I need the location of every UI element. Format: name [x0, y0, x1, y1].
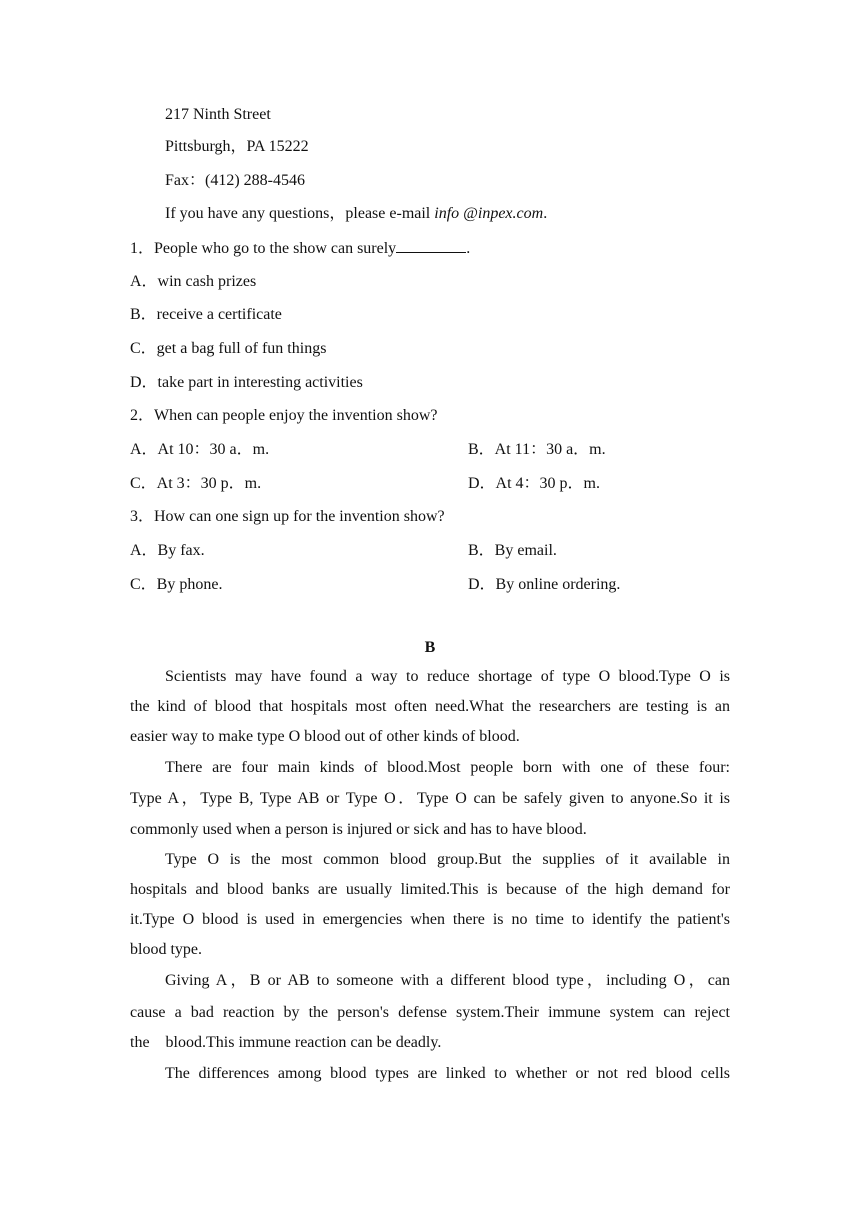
email-address: info @inpex.com	[434, 205, 544, 222]
passage-line: Type A，Type B, Type AB or Type O．Type O can be safely given to anyone.So it is	[130, 790, 731, 807]
passage-line: commonly used when a person is injured or sick and has to have blood.	[130, 821, 587, 838]
question-3-option-a: A．By fax.	[130, 542, 205, 559]
question-3-stem: 3．How can one sign up for the invention show?	[130, 508, 445, 525]
question-2-option-b: B．At 11：30 a．m.	[468, 441, 606, 458]
passage-line: Type O is the most common blood group.But the supplies of it available in	[165, 851, 730, 868]
address-street: 217 Ninth Street	[165, 106, 271, 123]
passage-line: There are four main kinds of blood.Most people born with one of these four:	[165, 759, 730, 776]
passage-line: the kind of blood that hospitals most often need.What the researchers are testing is an	[130, 698, 730, 715]
passage-line: cause a bad reaction by the person's defense system.Their immune system can reject	[130, 1004, 730, 1021]
question-3-option-c: C．By phone.	[130, 576, 223, 593]
passage-line: the blood.This immune reaction can be deadly.	[130, 1034, 442, 1051]
section-heading: B	[424, 639, 436, 656]
contact-email-line	[165, 204, 547, 224]
address-city: Pittsburgh，PA 15222	[165, 138, 309, 155]
question-2-stem: 2．When can people enjoy the invention show?	[130, 407, 438, 424]
question-1-option-c: C．get a bag full of fun things	[130, 340, 327, 357]
question-3-option-b: B．By email.	[468, 542, 557, 559]
question-1-stem-text: 1．People who go to the show can surely	[130, 240, 397, 257]
question-1-option-a: A．win cash prizes	[130, 273, 257, 290]
question-1-option-b: B．receive a certificate	[130, 306, 282, 323]
question-2-option-a: A．At 10：30 a．m.	[130, 441, 270, 458]
email-suffix: .	[543, 205, 548, 222]
passage-line: Scientists may have found a way to reduce shortage of type O blood.Type O is	[165, 668, 730, 685]
passage-line: The differences among blood types are linked to whether or not red blood cells	[165, 1065, 730, 1082]
email-prefix: If you have any questions，please e-mail	[165, 205, 435, 222]
question-2-option-c: C．At 3：30 p．m.	[130, 475, 262, 492]
address-fax: Fax：(412) 288-4546	[165, 172, 305, 189]
question-1-stem-end: .	[466, 240, 471, 257]
question-3-option-d: D．By online ordering.	[468, 576, 621, 593]
passage-line: it.Type O blood is used in emergencies when there is no time to identify the patient's	[130, 911, 730, 928]
question-1-option-d: D．take part in interesting activities	[130, 374, 363, 391]
answer-blank	[396, 238, 466, 253]
question-1-stem	[130, 238, 470, 259]
question-2-option-d: D．At 4：30 p．m.	[468, 475, 601, 492]
passage-line: easier way to make type O blood out of other kinds of blood.	[130, 728, 520, 745]
passage-line: hospitals and blood banks are usually limited.This is because of the high demand for	[130, 881, 730, 898]
passage-line: Giving A，B or AB to someone with a different blood type，including O，can	[165, 972, 730, 989]
passage-line: blood type.	[130, 941, 202, 958]
